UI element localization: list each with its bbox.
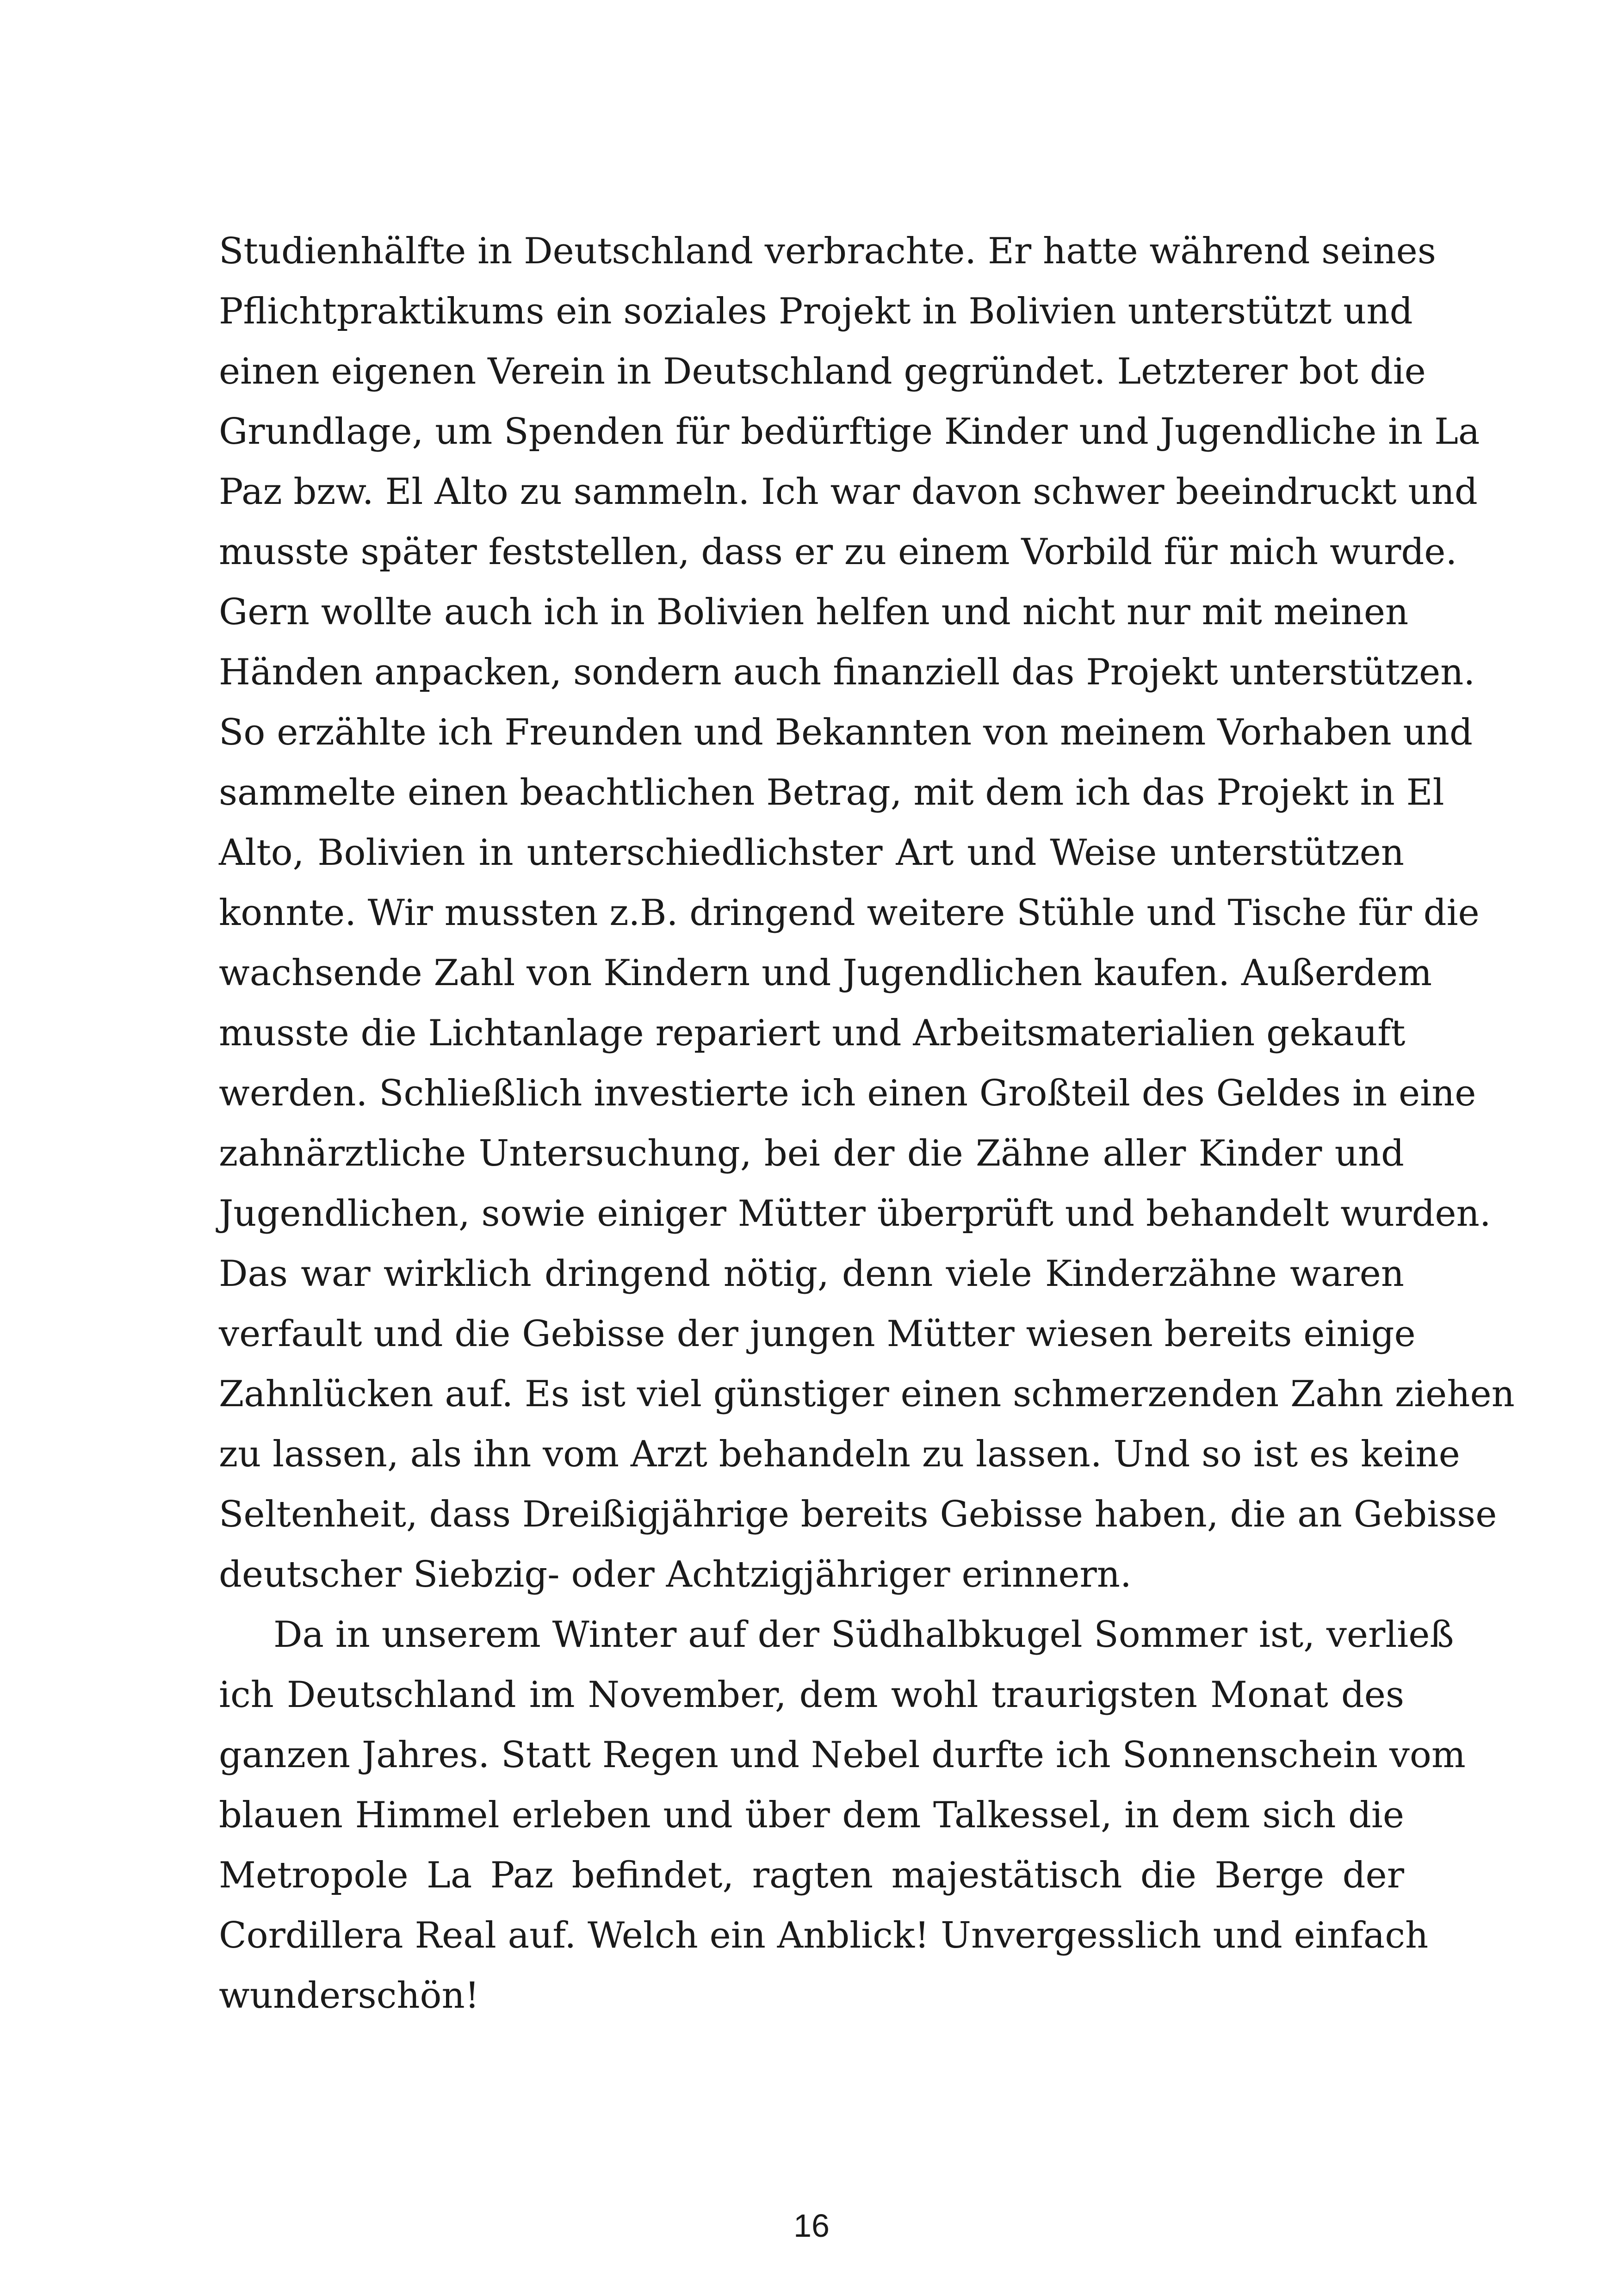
text-line: wachsende Zahl von Kindern und Jugendlichen kaufen. Außerdem (219, 952, 1432, 994)
text-line: Seltenheit, dass Dreißigjährige bereits Gebisse haben, die an Gebisse (219, 1494, 1497, 1535)
text-line: zahnärztliche Untersuchung, bei der die Zähne aller Kinder und (219, 1133, 1404, 1174)
text-line: verfault und die Gebisse der jungen Mütter wiesen bereits einige (219, 1313, 1416, 1355)
text-line: Alto, Bolivien in unterschiedlichster Art und Weise unterstützen (219, 832, 1404, 874)
text-line: Zahnlücken auf. Es ist viel günstiger einen schmerzenden Zahn ziehen (219, 1373, 1515, 1415)
text-line: blauen Himmel erleben und über dem Talkessel, in dem sich die (219, 1794, 1404, 1836)
text-line: Metropole La Paz befindet, ragten majestätisch die Berge der (219, 1855, 1404, 1896)
text-line: Paz bzw. El Alto zu sammeln. Ich war davon schwer beeindruckt und (219, 471, 1478, 513)
text-line: sammelte einen beachtlichen Betrag, mit dem ich das Projekt in El (219, 772, 1444, 813)
text-line: ich Deutschland im November, dem wohl traurigsten Monat des (219, 1674, 1404, 1716)
text-line: konnte. Wir mussten z.B. dringend weitere Stühle und Tische für die (219, 892, 1480, 934)
text-line: werden. Schließlich investierte ich einen Großteil des Geldes in eine (219, 1073, 1476, 1114)
text-line: Das war wirklich dringend nötig, denn viele Kinderzähne waren (219, 1253, 1404, 1295)
text-line: ganzen Jahres. Statt Regen und Nebel durfte ich Sonnenschein vom (219, 1734, 1466, 1776)
text-line: Studienhälfte in Deutschland verbrachte. Er hatte während seines (219, 230, 1436, 272)
page-number: 16 (793, 2208, 830, 2244)
text-line: Da in unserem Winter auf der Südhalbkugel Sommer ist, verließ (273, 1614, 1454, 1656)
text-line: So erzählte ich Freunden und Bekannten von meinem Vorhaben und (219, 712, 1473, 753)
text-line: Grundlage, um Spenden für bedürftige Kinder und Jugendliche in La (219, 411, 1480, 453)
body-text (219, 221, 1515, 2026)
paragraph-1 (219, 221, 1515, 1605)
text-line: deutscher Siebzig- oder Achtzigjähriger erinnern. (219, 1554, 1132, 1595)
text-line: musste später feststellen, dass er zu einem Vorbild für mich wurde. (219, 531, 1457, 573)
text-line: Cordillera Real auf. Welch ein Anblick! Unvergesslich und einfach (219, 1915, 1429, 1956)
paragraph-2 (219, 1605, 1466, 2026)
text-line: musste die Lichtanlage repariert und Arbeitsmaterialien gekauft (219, 1012, 1406, 1054)
text-line: Jugendlichen, sowie einiger Mütter überprüft und behandelt wurden. (219, 1193, 1491, 1235)
text-line: zu lassen, als ihn vom Arzt behandeln zu lassen. Und so ist es keine (219, 1433, 1460, 1475)
text-line: einen eigenen Verein in Deutschland gegründet. Letzterer bot die (219, 351, 1426, 392)
text-line: Pflichtpraktikums ein soziales Projekt in Bolivien unterstützt und (219, 291, 1413, 332)
text-line: wunderschön! (219, 1975, 480, 2017)
text-line: Händen anpacken, sondern auch finanziell das Projekt unterstützen. (219, 652, 1475, 693)
text-line: Gern wollte auch ich in Bolivien helfen und nicht nur mit meinen (219, 591, 1409, 633)
